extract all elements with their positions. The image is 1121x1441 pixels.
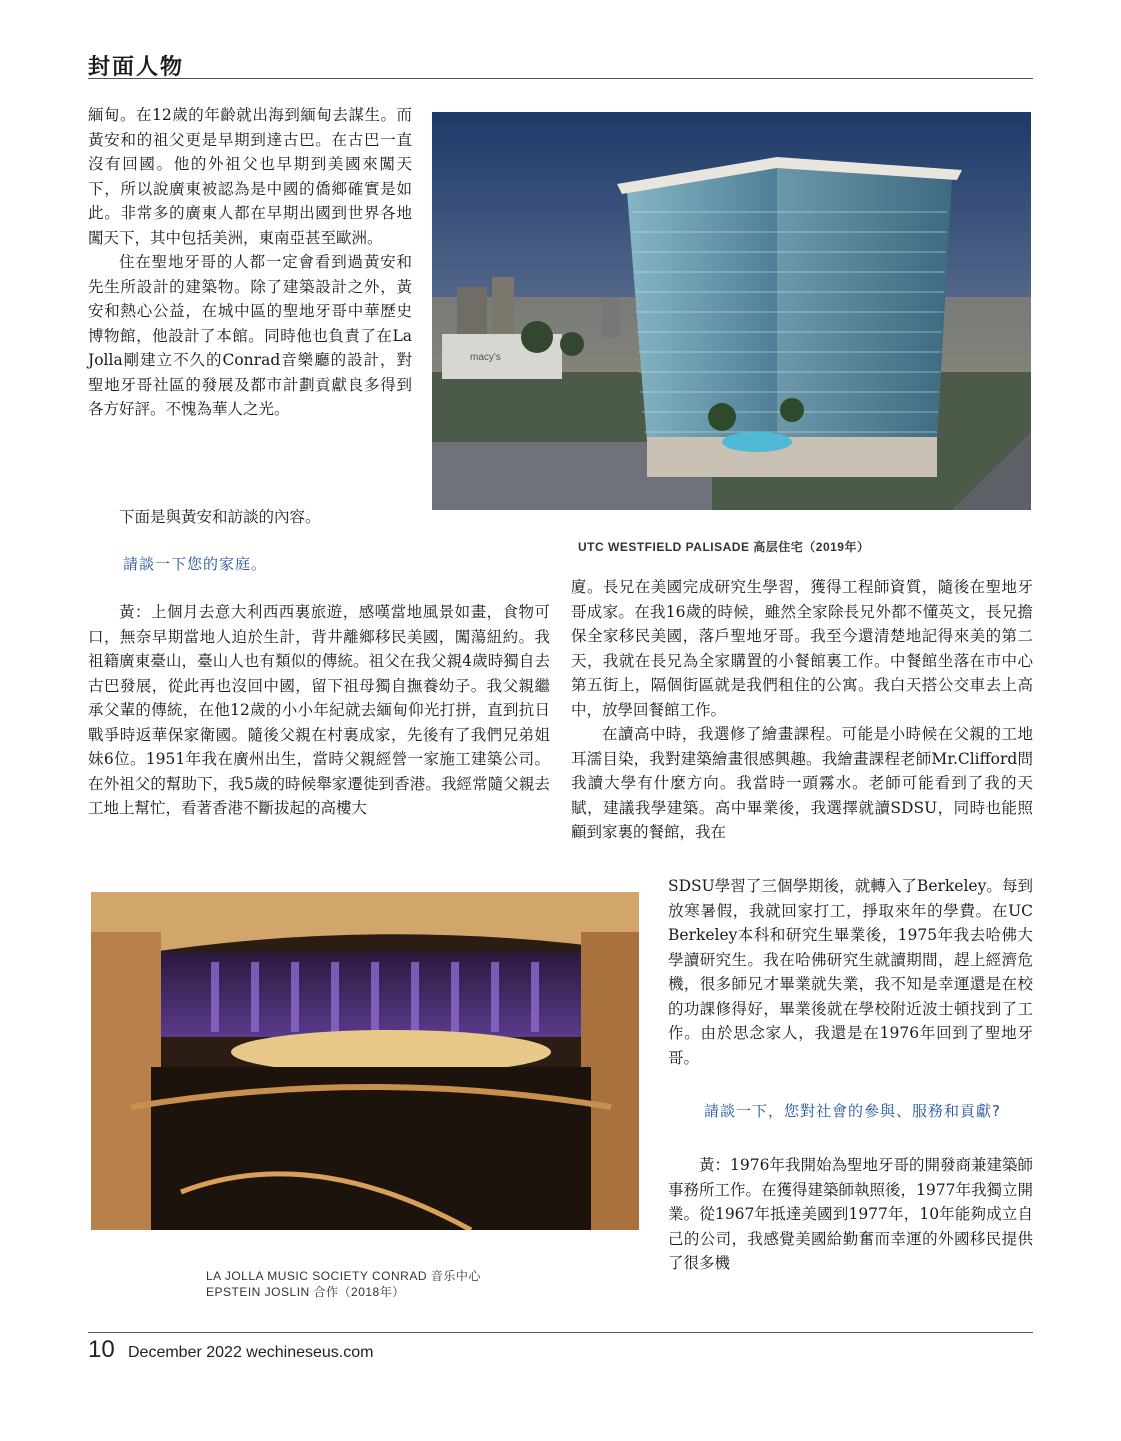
footer-rule bbox=[88, 1332, 1033, 1333]
audience bbox=[151, 1067, 591, 1230]
left-wood-wall bbox=[91, 932, 161, 1230]
macys-sign: macy's bbox=[470, 352, 501, 363]
paragraph: 廈。長兄在美國完成研究生學習，獲得工程師資質，隨後在聖地牙哥成家。在我16歲的時候，雖然全家除長兄外都不懂英文，長兄擔保全家移民美國，落戶聖地牙哥。我至今還清楚地記得來美的第二天，我就在長兄為全家購置的小餐館裏工作。中餐館坐落在市中心第五街上，隔個街區就是我們租住的公寓。我白天搭公交車去上高中，放學回餐館工作。 bbox=[571, 578, 1033, 719]
photo2-caption-line: LA JOLLA MUSIC SOCIETY CONRAD 音乐中心 bbox=[206, 1269, 481, 1283]
photo2-caption-line: EPSTEIN JOSLIN 合作（2018年） bbox=[206, 1285, 405, 1299]
issue-info: December 2022 wechineseus.com bbox=[128, 1344, 374, 1361]
tower-photo-illustration bbox=[432, 112, 1031, 510]
podium bbox=[647, 437, 937, 477]
distant-building bbox=[457, 287, 487, 337]
question-heading-2: 請談一下，您對社會的參與、服務和貢獻? bbox=[704, 1102, 1001, 1120]
distant-building bbox=[492, 277, 514, 337]
pool bbox=[722, 432, 792, 452]
right-column-narrow bbox=[668, 874, 1033, 1276]
tower-right-wing bbox=[777, 167, 952, 447]
right-column-middle bbox=[571, 575, 1033, 845]
paragraph: 緬甸。在12歲的年齡就出海到緬甸去謀生。而黃安和的祖父更是早期到達古巴。在古巴一直沒有回國。他的外祖父也早期到美國來闖天下，所以說廣東被認為是中國的僑鄉確實是如此。非常多的廣東人都在早期出國到世界各地闖天下，其中包括美洲，東南亞甚至歐洲。 bbox=[88, 106, 412, 247]
concert-hall-illustration bbox=[91, 892, 639, 1230]
distant-building bbox=[602, 297, 620, 337]
photo1-caption: UTC WESTFIELD PALISADE 高层住宅（2019年） bbox=[578, 540, 870, 554]
paragraph: 黃：1976年我開始為聖地牙哥的開發商兼建築師事務所工作。在獲得建築師執照後，1977年我獨立開業。從1967年抵達美國到1977年，10年能夠成立自己的公司，我感覺美國給勤奮而幸運的外國移民提供了很多機 bbox=[668, 1156, 1033, 1272]
header-rule bbox=[88, 78, 1033, 79]
photo2-caption bbox=[206, 1268, 481, 1300]
palm-tree bbox=[780, 398, 804, 422]
photo-utc-westfield-palisade bbox=[432, 112, 1031, 510]
page-number: 10 bbox=[88, 1336, 115, 1363]
tree bbox=[521, 321, 553, 353]
tower-left-wing bbox=[627, 167, 777, 447]
photo-conrad-music-center bbox=[91, 892, 639, 1230]
question-heading-1: 請談一下您的家庭。 bbox=[123, 555, 268, 573]
paragraph: 住在聖地牙哥的人都一定會看到過黃安和先生所設計的建築物。除了建築設計之外，黃安和熱心公益，在城中區的聖地牙哥中華歷史博物館，他設計了本館。同時他也負責了在La Jolla剛建立不久的Conrad音樂廳的設計，對聖地牙哥社區的發展及都市計劃貢獻良多得到各方好評。不愧為華人之光。 bbox=[88, 253, 428, 418]
answer1-left: 黃：上個月去意大利西西裏旅遊，感嘆當地風景如畫，食物可口，無奈早期當地人迫於生計，背井離鄉移民美國，闖蕩紐約。我祖籍廣東臺山，臺山人也有類似的傳統。祖父在我父親4歲時獨自去古巴發展，從此再也沒回中國，留下祖母獨自撫養幼子。我父親繼承父輩的傳統，在他12歲的小小年紀就去緬甸仰光打拼，直到抗日戰爭時返華保家衛國。隨後父親在村裏成家，先後有了我們兄弟姐妹6位。1951年我在廣州出生，當時父親經營一家施工建築公司。在外祖父的幫助下，我5歲的時候舉家遷徙到香港。我經常隨父親去工地上幫忙，看著香港不斷拔起的高樓大 bbox=[88, 603, 550, 817]
paragraph: 在讀高中時，我選修了繪畫課程。可能是小時候在父親的工地耳濡目染，我對建築繪畫很感興趣。我繪畫課程老師Mr.Clifford問我讀大學有什麼方向。我當時一頭霧水。老師可能看到了我的天賦，建議我學建築。高中畢業後，我選擇就讀SDSU，同時也能照顧到家裏的餐館，我在 bbox=[571, 725, 1033, 841]
paragraph: SDSU學習了三個學期後，就轉入了Berkeley。每到放寒暑假，我就回家打工，掙取來年的學費。在UC Berkeley本科和研究生畢業後，1975年我去哈佛大學讀研究生。我在哈佛研究生就讀期間，趕上經濟危機，很多師兄才畢業就失業，我不知是幸運還是在校的功課修得好，畢業後就在學校附近波士頓找到了工作。由於思念家人，我還是在1976年回到了聖地牙哥。 bbox=[668, 877, 1033, 1067]
intro-line: 下面是與黃安和訪談的內容。 bbox=[119, 508, 321, 526]
left-column-top bbox=[88, 103, 428, 422]
tree bbox=[560, 332, 584, 356]
section-title: 封面人物 bbox=[88, 54, 185, 80]
palm-tree bbox=[708, 403, 736, 431]
